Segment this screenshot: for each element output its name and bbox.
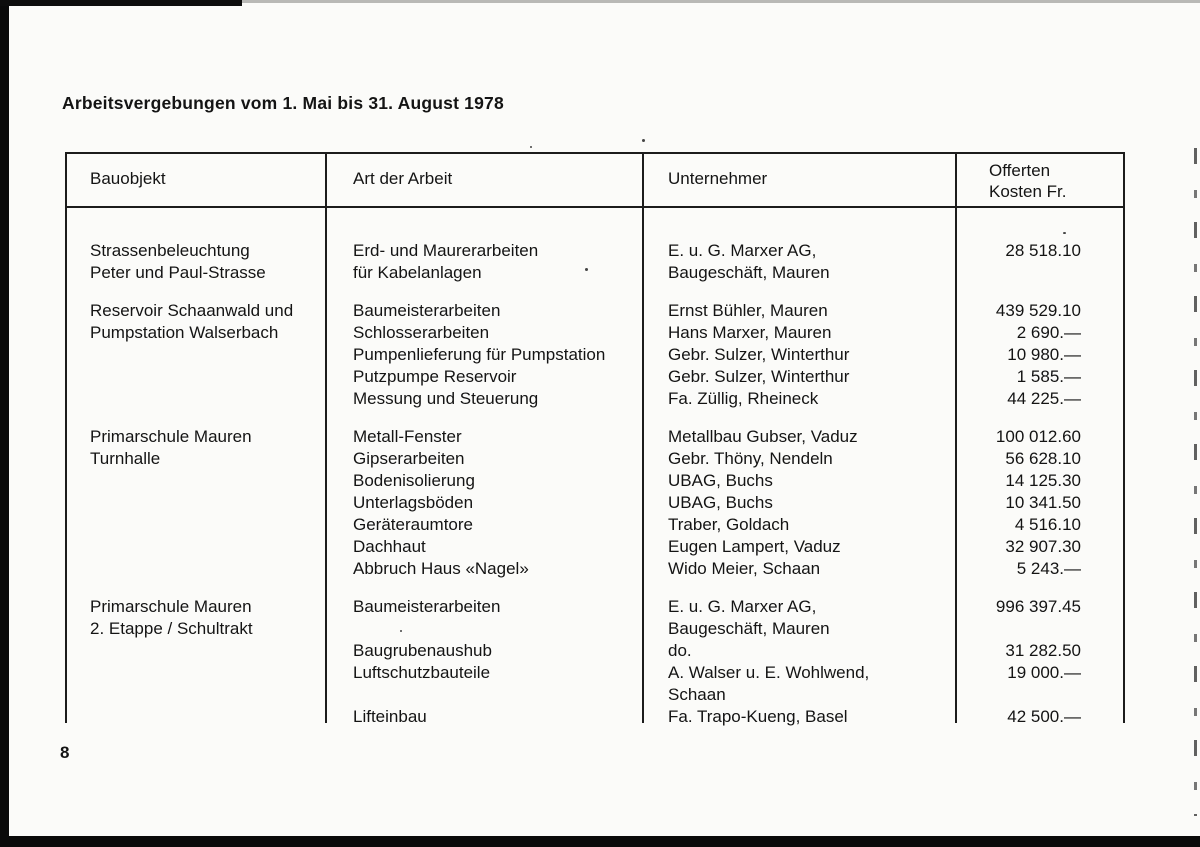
cell-kosten — [955, 596, 1125, 728]
scan-edge-right-dashes — [1194, 148, 1197, 816]
cell-line: 439 529.10 — [995, 301, 1081, 320]
table-body — [65, 208, 1125, 728]
cell-kosten — [955, 426, 1125, 580]
cell-art-der-arbeit — [325, 300, 642, 410]
cell-line: Primarschule Mauren — [90, 427, 252, 446]
cell-bauobjekt — [65, 300, 325, 410]
cell-bauobjekt — [65, 240, 325, 284]
cell-unternehmer — [642, 240, 955, 284]
cell-line: 31 282.50 — [1005, 641, 1081, 660]
cell-line: 100 012.60 — [995, 427, 1081, 446]
cell-line: 2. Etappe / Schultrakt — [90, 619, 253, 638]
cell-kosten — [955, 240, 1125, 284]
cell-line: 56 628.10 — [1005, 449, 1081, 468]
cell-line — [955, 684, 1081, 706]
cell-line: 10 980.— — [1007, 345, 1081, 364]
column-header-offerten-line2: Kosten Fr. — [989, 182, 1067, 201]
cell-line: Abbruch Haus «Nagel» — [353, 559, 529, 578]
cell-line: Wido Meier, Schaan — [668, 559, 821, 578]
cell-line: Metall-Fenster — [353, 427, 462, 446]
cell-line: UBAG, Buchs — [668, 493, 773, 512]
cell-line: Turnhalle — [90, 449, 161, 468]
cell-line: Lifteinbau — [353, 707, 427, 726]
cell-line: Hans Marxer, Mauren — [668, 323, 832, 342]
cell-line: Ernst Bühler, Mauren — [668, 301, 828, 320]
cell-line: 5 243.— — [1016, 559, 1081, 578]
cell-line: Gebr. Sulzer, Winterthur — [668, 345, 850, 364]
cell-line: 4 516.10 — [1014, 515, 1081, 534]
cell-line: Gebr. Sulzer, Winterthur — [668, 367, 850, 386]
column-header-unternehmer: Unternehmer — [668, 169, 768, 188]
page-number: 8 — [60, 743, 70, 762]
cell-line: 1 585.— — [1016, 367, 1081, 386]
cell-line: Fa. Züllig, Rheineck — [668, 389, 819, 408]
column-header-offerten-kosten — [955, 154, 1125, 206]
cell-line: Baumeisterarbeiten — [353, 301, 501, 320]
cell-line: do. — [668, 641, 692, 660]
cell-line: 42 500.— — [1007, 707, 1081, 726]
column-header-offerten-line1: Offerten — [989, 161, 1051, 180]
cell-line: Baumeisterarbeiten — [353, 597, 501, 616]
cell-unternehmer — [642, 596, 955, 728]
cell-art-der-arbeit — [325, 596, 642, 728]
cell-line: Baugrubenaushub — [353, 641, 492, 660]
scan-speck — [530, 146, 532, 148]
scan-speck — [642, 139, 645, 142]
cell-line — [955, 618, 1081, 640]
document-title: Arbeitsvergebungen vom 1. Mai bis 31. August 1978 — [62, 93, 504, 113]
cell-line: 2 690.— — [1016, 323, 1081, 342]
cell-line: E. u. G. Marxer AG, — [668, 597, 817, 616]
cell-line: Fa. Trapo-Kueng, Basel — [668, 707, 848, 726]
cell-line — [353, 618, 642, 640]
cell-line: 44 225.— — [1007, 389, 1081, 408]
scan-edge-bottom — [0, 836, 1200, 847]
table-row-group — [65, 596, 1125, 728]
table-row-group — [65, 300, 1125, 410]
cell-line: Traber, Goldach — [668, 515, 790, 534]
cell-line: Eugen Lampert, Vaduz — [668, 537, 841, 556]
cell-kosten — [955, 300, 1125, 410]
cell-bauobjekt — [65, 426, 325, 580]
cell-line: Baugeschäft, Mauren — [668, 619, 830, 638]
cell-line: 19 000.— — [1007, 663, 1081, 682]
cell-line: Messung und Steuerung — [353, 389, 539, 408]
cell-line: E. u. G. Marxer AG, — [668, 241, 817, 260]
cell-line: 28 518.10 — [1005, 241, 1081, 260]
cell-line: Metallbau Gubser, Vaduz — [668, 427, 858, 446]
cell-line: Pumpenlieferung für Pumpstation — [353, 345, 606, 364]
cell-line: Geräteraumtore — [353, 515, 473, 534]
cell-unternehmer — [642, 426, 955, 580]
cell-line: Gebr. Thöny, Nendeln — [668, 449, 833, 468]
cell-line: Baugeschäft, Mauren — [668, 263, 830, 282]
table-header-row — [65, 154, 1125, 206]
cell-line: 32 907.30 — [1005, 537, 1081, 556]
cell-line: Schaan — [668, 685, 726, 704]
cell-line: Erd- und Maurerarbeiten — [353, 241, 539, 260]
cell-line: für Kabelanlagen — [353, 263, 482, 282]
cell-line: 14 125.30 — [1005, 471, 1081, 490]
cell-line: Primarschule Mauren — [90, 597, 252, 616]
cell-line: 996 397.45 — [995, 597, 1081, 616]
cell-line: Putzpumpe Reservoir — [353, 367, 517, 386]
table-row-group — [65, 426, 1125, 580]
cell-line: Bodenisolierung — [353, 471, 475, 490]
cell-line: Reservoir Schaanwald und — [90, 301, 294, 320]
cell-bauobjekt — [65, 596, 325, 728]
cell-line — [353, 684, 642, 706]
column-header-bauobjekt: Bauobjekt — [90, 169, 166, 188]
cell-unternehmer — [642, 300, 955, 410]
column-header-art-der-arbeit: Art der Arbeit — [353, 169, 453, 188]
cell-line: Luftschutzbauteile — [353, 663, 491, 682]
cell-line: Unterlagsböden — [353, 493, 474, 512]
cell-art-der-arbeit — [325, 240, 642, 284]
cell-line: Dachhaut — [353, 537, 426, 556]
cell-line: UBAG, Buchs — [668, 471, 773, 490]
scan-edge-top — [0, 0, 242, 6]
scan-edge-left-fade — [9, 232, 13, 847]
cell-line: A. Walser u. E. Wohlwend, — [668, 663, 870, 682]
cell-line: Strassenbeleuchtung — [90, 241, 250, 260]
scan-edge-left — [0, 0, 9, 847]
cell-art-der-arbeit — [325, 426, 642, 580]
table-row-group — [65, 240, 1125, 284]
cell-line: Peter und Paul-Strasse — [90, 263, 266, 282]
cell-line: Gipserarbeiten — [353, 449, 465, 468]
cell-line: Pumpstation Walserbach — [90, 323, 279, 342]
scan-edge-top-faint — [242, 0, 1200, 3]
cell-line: Schlosserarbeiten — [353, 323, 490, 342]
cell-line: 10 341.50 — [1005, 493, 1081, 512]
